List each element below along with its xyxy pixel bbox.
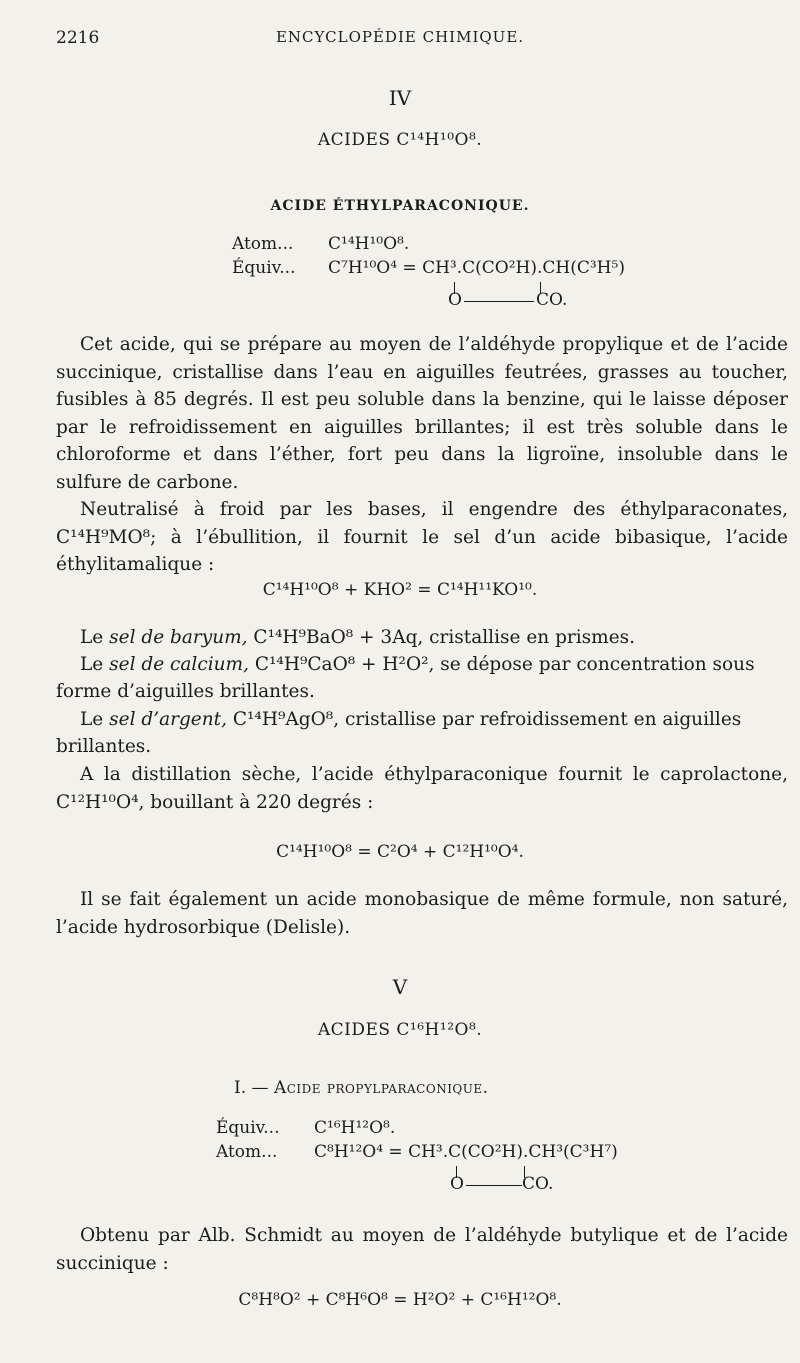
section-v-subheading: I. — Acide propylparaconique. bbox=[234, 1078, 489, 1098]
atom-label-v: Atom... bbox=[216, 1142, 278, 1162]
section-iv-heading: ACIDES C¹⁴H¹⁰O⁸. bbox=[317, 130, 483, 150]
paragraph-iv-4: Il se fait également un acide monobasique de même formule, non saturé, l’acide hydrosorbique (Delisle). bbox=[56, 889, 788, 938]
equation-iv-2: C¹⁴H¹⁰O⁸ = C²O⁴ + C¹²H¹⁰O⁴. bbox=[276, 842, 524, 862]
equiv-formula: C⁷H¹⁰O⁴ = CH³.C(CO²H).CH(C³H⁵) bbox=[328, 258, 625, 278]
section-v-numeral: V bbox=[392, 975, 408, 999]
paragraph-iv-3: A la distillation sèche, l’acide éthylparaconique fournit le caprolactone, C¹²H¹⁰O⁴, bouillant à 220 degrés : bbox=[56, 764, 788, 813]
ring-bond-bottom bbox=[464, 301, 534, 302]
atom-formula-v: C⁸H¹²O⁴ = CH³.C(CO²H).CH³(C³H⁷) bbox=[314, 1142, 618, 1162]
paragraph-iv-1: Cet acide, qui se prépare au moyen de l’aldéhyde propylique et de l’acide succinique, cristallise dans l’eau en aiguilles feutrées, grasses au toucher, fusibles à 85 degrés. Il est peu soluble dans la benzine, qui le laisse déposer par le refroidissement en aiguilles brillantes; il est très soluble dans le chloroforme et dans l’éther, fort peu dans la ligroïne, insoluble dans le sulfure de carbone. bbox=[56, 334, 788, 493]
equiv-formula-v: C¹⁶H¹²O⁸. bbox=[314, 1118, 396, 1138]
salt-calcium-continuation: forme d’aiguilles brillantes. bbox=[56, 681, 315, 702]
salt-silver-name: sel d’argent, bbox=[109, 709, 227, 730]
equiv-label: Équiv... bbox=[232, 258, 296, 278]
paragraph-iv-2: Neutralisé à froid par les bases, il engendre des éthylparaconates, C¹⁴H⁹MO⁸; à l’ébullition, il fournit le sel d’un acide bibasique, l’acide éthylitamalique : bbox=[56, 499, 788, 575]
section-v-heading: ACIDES C¹⁶H¹²O⁸. bbox=[317, 1020, 483, 1040]
salt-calcium-name: sel de calcium, bbox=[109, 654, 249, 675]
ring-carbonyl: CO. bbox=[536, 290, 568, 310]
salt-barium-name: sel de baryum, bbox=[109, 627, 248, 648]
salt-silver-line: Le sel d’argent, C¹⁴H⁹AgO⁸, cristallise par refroidissement en aiguilles bbox=[80, 709, 742, 730]
ring-oxygen: O bbox=[448, 290, 462, 310]
equation-v-1: C⁸H⁸O² + C⁸H⁶O⁸ = H²O² + C¹⁶H¹²O⁸. bbox=[238, 1290, 562, 1310]
running-title: ENCYCLOPÉDIE CHIMIQUE. bbox=[275, 28, 525, 46]
salt-calcium-line: Le sel de calcium, C¹⁴H⁹CaO⁸ + H²O², se dépose par concentration sous bbox=[80, 654, 755, 675]
atom-label: Atom... bbox=[232, 234, 294, 254]
page-number: 2216 bbox=[56, 28, 100, 48]
section-iv-numeral: IV bbox=[388, 86, 412, 110]
paragraph-v-1: Obtenu par Alb. Schmidt au moyen de l’aldéhyde butylique et de l’acide succinique : bbox=[56, 1225, 788, 1274]
atom-formula: C¹⁴H¹⁰O⁸. bbox=[328, 234, 410, 254]
ring-v-bond-bottom bbox=[466, 1185, 522, 1186]
ring-v-oxygen: O bbox=[450, 1174, 464, 1194]
salt-barium-line: Le sel de baryum, C¹⁴H⁹BaO⁸ + 3Aq, cristallise en prismes. bbox=[80, 627, 636, 648]
ring-v-carbonyl: CO. bbox=[522, 1174, 554, 1194]
salt-silver-continuation: brillantes. bbox=[56, 736, 152, 757]
equiv-label-v: Équiv... bbox=[216, 1118, 280, 1138]
section-iv-subheading: ACIDE ÉTHYLPARACONIQUE. bbox=[270, 198, 530, 214]
equation-iv-1: C¹⁴H¹⁰O⁸ + KHO² = C¹⁴H¹¹KO¹⁰. bbox=[262, 580, 538, 600]
